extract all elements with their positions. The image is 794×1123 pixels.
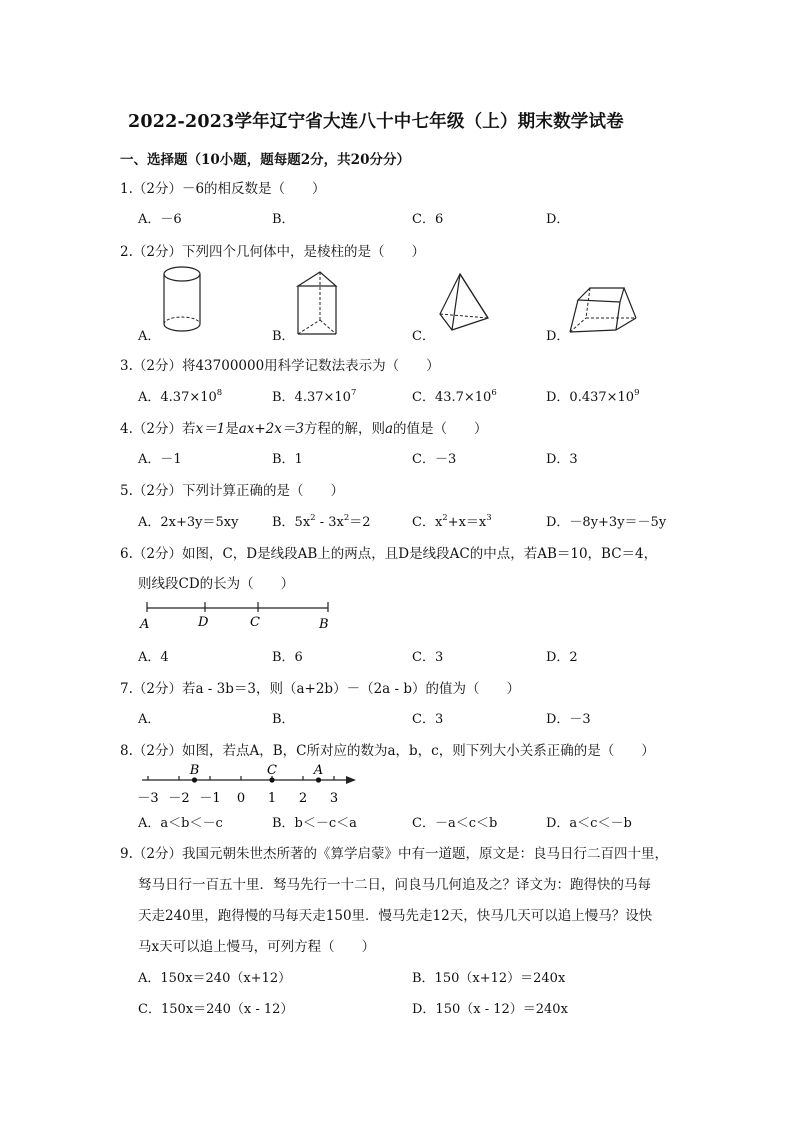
question-3-stem: 3.（2分）将43700000用科学记数法表示为（ ） <box>120 358 440 374</box>
q4-option-c[interactable]: C．－3 <box>412 452 457 467</box>
q3-d-base: D．0.437×10 <box>546 390 635 405</box>
number-line-tick-label: 1 <box>267 791 277 806</box>
q5-option-b[interactable] <box>272 511 371 530</box>
number-line-point-c <box>269 777 274 782</box>
q9-option-c[interactable]: C．150x＝240（x - 12） <box>138 1002 294 1017</box>
q1-option-a[interactable]: A．－6 <box>138 212 182 227</box>
page-title: 2022-2023学年辽宁省大连八十中七年级（上）期末数学试卷 <box>128 112 624 132</box>
q5-b-part3: ＝2 <box>349 515 371 530</box>
q1-option-d[interactable]: D． <box>546 212 570 227</box>
q7-option-a[interactable]: A． <box>138 712 161 727</box>
number-line-tick-label: －1 <box>199 791 221 806</box>
q1-option-c[interactable]: C．6 <box>412 212 444 227</box>
number-line-point-label: A <box>313 763 324 778</box>
q8-option-b[interactable]: B．b＜－c＜a <box>272 816 357 831</box>
q4-equation: ax+2x＝3 <box>238 421 304 437</box>
section-heading: 一、选择题（10小题，题每题2分，共20分分） <box>120 152 410 168</box>
number-line-tick-label: 2 <box>298 791 308 806</box>
q9-option-d[interactable]: D．150（x - 12）＝240x <box>412 1002 568 1017</box>
q5-option-a[interactable]: A．2x+3y＝5xy <box>138 515 239 530</box>
q9-option-b[interactable]: B．150（x+12）＝240x <box>412 971 566 986</box>
question-8-stem: 8.（2分）如图，若点A，B，C所对应的数为a，b，c，则下列大小关系正确的是（ ） <box>120 743 655 759</box>
q4-option-a[interactable]: A．－1 <box>138 452 182 467</box>
q4-var: a <box>384 421 394 437</box>
q4-mid: 是 <box>225 421 239 437</box>
number-line-point-label: C <box>267 763 277 778</box>
question-6-line2: 则线段CD的长为（ ） <box>138 576 295 592</box>
number-line-point-label: B <box>189 763 200 778</box>
question-9-line3: 天走240里，跑得慢的马每天走150里．慢马先走12天，快马几天可以追上慢马？设快 <box>138 908 653 924</box>
segment-label-a: A <box>140 617 150 632</box>
number-line-figure <box>134 760 364 806</box>
q3-d-exponent: 9 <box>634 388 640 398</box>
q5-b-exp1: 2 <box>310 513 316 523</box>
q4-option-d[interactable]: D．3 <box>546 452 578 467</box>
frustum-icon <box>568 282 640 340</box>
number-line-point-b <box>192 777 197 782</box>
q4-prefix: 4.（2分）若 <box>120 421 196 437</box>
q3-c-base: C．43.7×10 <box>412 390 492 405</box>
question-9-line4: 马x天可以追上慢马，可列方程（ ） <box>138 939 376 955</box>
q3-option-c[interactable] <box>412 386 497 405</box>
q3-option-a[interactable] <box>138 386 222 405</box>
q4-option-b[interactable]: B．1 <box>272 452 303 467</box>
cylinder-icon <box>158 264 206 338</box>
q3-option-d[interactable] <box>546 386 640 405</box>
question-1-stem: 1.（2分）－6的相反数是（ ） <box>120 181 326 197</box>
q3-b-base: B．4.37×10 <box>272 390 351 405</box>
q5-c-exp2: 3 <box>486 513 492 523</box>
q4-suffix1: 方程的解，则 <box>303 421 385 437</box>
number-line-tick-label: 0 <box>236 791 246 806</box>
q6-option-d[interactable]: D．2 <box>546 650 578 665</box>
q6-option-b[interactable]: B．6 <box>272 650 303 665</box>
number-line-tick-label: －3 <box>137 791 159 806</box>
segment-label-c: C <box>250 615 260 630</box>
pyramid-icon <box>434 270 496 336</box>
q8-option-a[interactable]: A．a＜b＜－c <box>138 816 223 831</box>
q7-option-c[interactable]: C．3 <box>412 712 444 727</box>
number-line-tick-label: －2 <box>168 791 190 806</box>
segment-label-d: D <box>198 615 209 630</box>
question-7-stem: 7.（2分）若a - 3b＝3，则（a+2b）－（2a - b）的值为（ ） <box>120 681 520 697</box>
segment-label-b: B <box>319 617 329 632</box>
segment-figure <box>136 598 336 634</box>
question-9-line2: 驽马日行一百五十里．驽马先行一十二日，问良马几何追及之？译文为：跑得快的马每 <box>138 877 651 893</box>
q5-c-part1: C．x <box>412 515 443 530</box>
q3-a-exponent: 8 <box>216 388 223 398</box>
q5-b-part1: B．5x <box>272 515 311 530</box>
q5-b-part2: - 3x <box>315 515 344 530</box>
q5-option-c[interactable] <box>412 511 492 530</box>
question-5-stem: 5.（2分）下列计算正确的是（ ） <box>120 483 344 499</box>
q3-b-exponent: 7 <box>350 388 357 398</box>
question-6-line1: 6.（2分）如图，C，D是线段AB上的两点，且D是线段AC的中点，若AB＝10，BC＝4， <box>120 546 658 562</box>
q2-option-d[interactable]: D． <box>546 329 570 344</box>
number-line-point-a <box>316 777 321 782</box>
q6-option-c[interactable]: C．3 <box>412 650 444 665</box>
q6-option-a[interactable]: A．4 <box>138 650 169 665</box>
q3-option-b[interactable] <box>272 386 356 405</box>
question-4-stem <box>120 417 488 437</box>
q5-b-exp2: 2 <box>343 513 350 523</box>
question-2-stem: 2.（2分）下列四个几何体中，是棱柱的是（ ） <box>120 244 425 260</box>
q5-c-exp1: 2 <box>442 513 448 523</box>
q8-option-c[interactable]: C．－a＜c＜b <box>412 816 498 831</box>
q3-a-base: A．4.37×10 <box>138 390 217 405</box>
q1-option-b[interactable]: B． <box>272 212 295 227</box>
q5-c-part2: +x＝x <box>447 515 487 530</box>
number-line-tick-label: 3 <box>329 791 339 806</box>
triangular-prism-icon <box>294 268 346 340</box>
q5-option-d[interactable]: D．－8y+3y＝－5y <box>546 515 667 530</box>
q2-option-b[interactable]: B． <box>272 329 295 344</box>
q7-option-d[interactable]: D．－3 <box>546 712 591 727</box>
q2-option-a[interactable]: A． <box>138 329 161 344</box>
q4-condition: x＝1 <box>195 421 226 437</box>
q8-option-d[interactable]: D．a＜c＜－b <box>546 816 632 831</box>
q9-option-a[interactable]: A．150x＝240（x+12） <box>138 971 292 986</box>
q3-c-exponent: 6 <box>491 388 497 398</box>
q2-option-c[interactable]: C． <box>412 329 435 344</box>
question-9-line1: 9.（2分）我国元朝朱世杰所著的《算学启蒙》中有一道题，原文是：良马日行二百四十里， <box>120 846 668 862</box>
q7-option-b[interactable]: B． <box>272 712 295 727</box>
q4-suffix2: 的值是（ ） <box>393 421 488 437</box>
